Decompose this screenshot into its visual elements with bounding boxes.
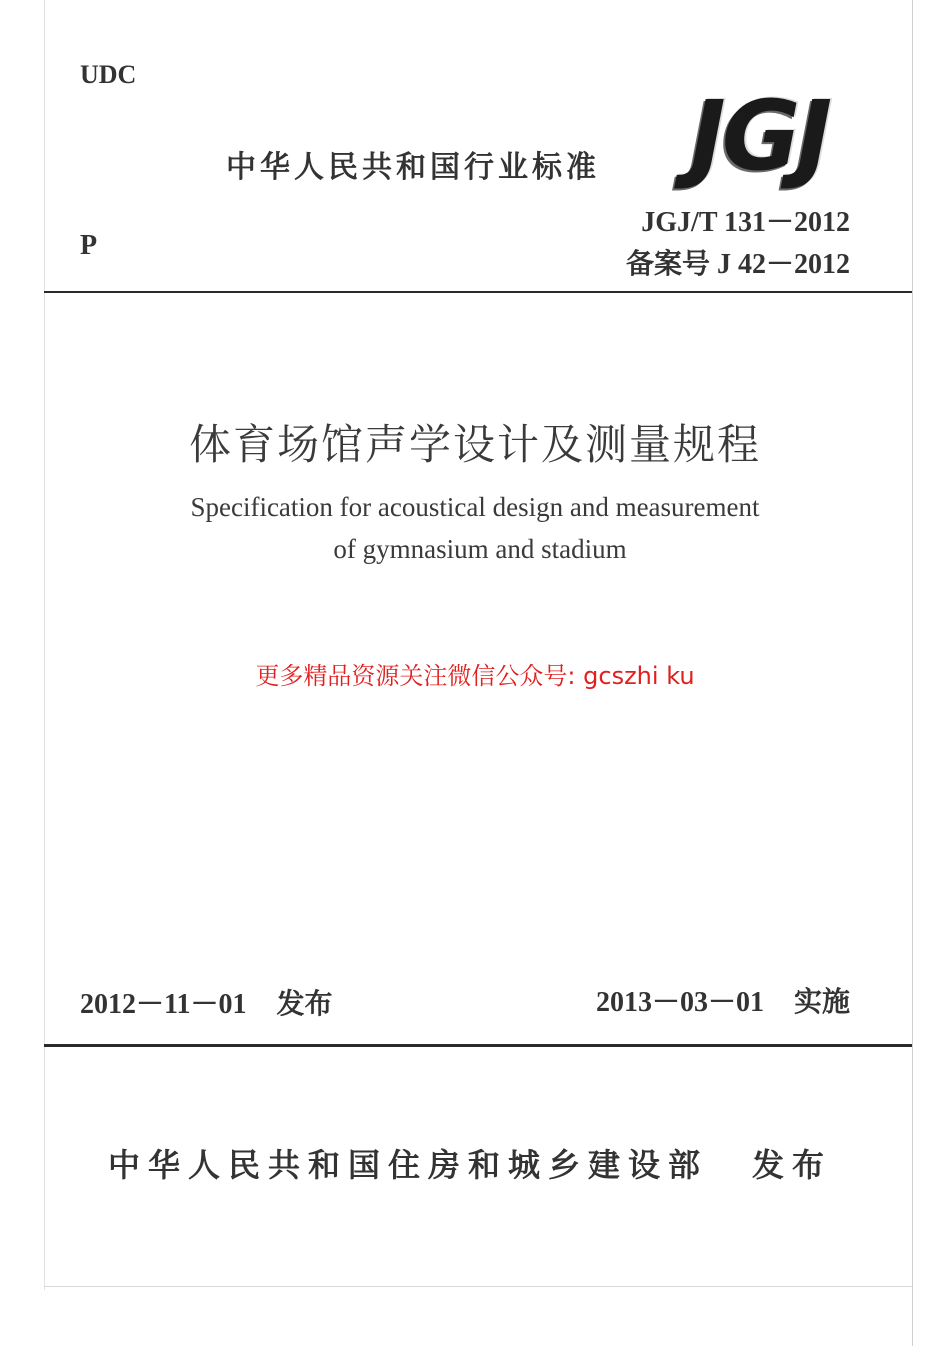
title-english-line1: Specification for acoustical design and measurement	[190, 492, 760, 522]
footer-divider	[44, 1044, 912, 1047]
filing-number: 备案号 J 42－2012	[625, 249, 850, 280]
title-english-line2: of gymnasium and stadium	[333, 534, 627, 564]
jgj-logo: JGJ	[690, 80, 829, 192]
effective-label: 实施	[793, 985, 850, 1018]
issue-date-block	[80, 982, 332, 1022]
watermark-notice: 更多精品资源关注微信公众号: gcszhi ku	[255, 662, 695, 690]
header-divider	[44, 291, 912, 293]
udc-label: UDC	[80, 60, 137, 89]
publisher-name: 中华人民共和国住房和城乡建设部	[108, 1146, 709, 1184]
title-chinese: 体育场馆声学设计及测量规程	[188, 420, 761, 469]
industry-standard-heading: 中华人民共和国行业标准	[226, 150, 600, 185]
issue-label: 发布	[276, 987, 333, 1020]
issue-date: 2012－11－01	[80, 989, 247, 1020]
page-edge-left	[44, 0, 45, 1290]
standard-number: JGJ/T 131－2012	[641, 207, 850, 238]
publisher-block	[108, 1140, 832, 1186]
effective-date-block	[596, 980, 850, 1020]
page-edge-bottom	[44, 1286, 912, 1287]
publisher-label: 发布	[752, 1146, 833, 1184]
effective-date: 2013－03－01	[595, 987, 764, 1018]
classification-label: P	[80, 230, 98, 261]
